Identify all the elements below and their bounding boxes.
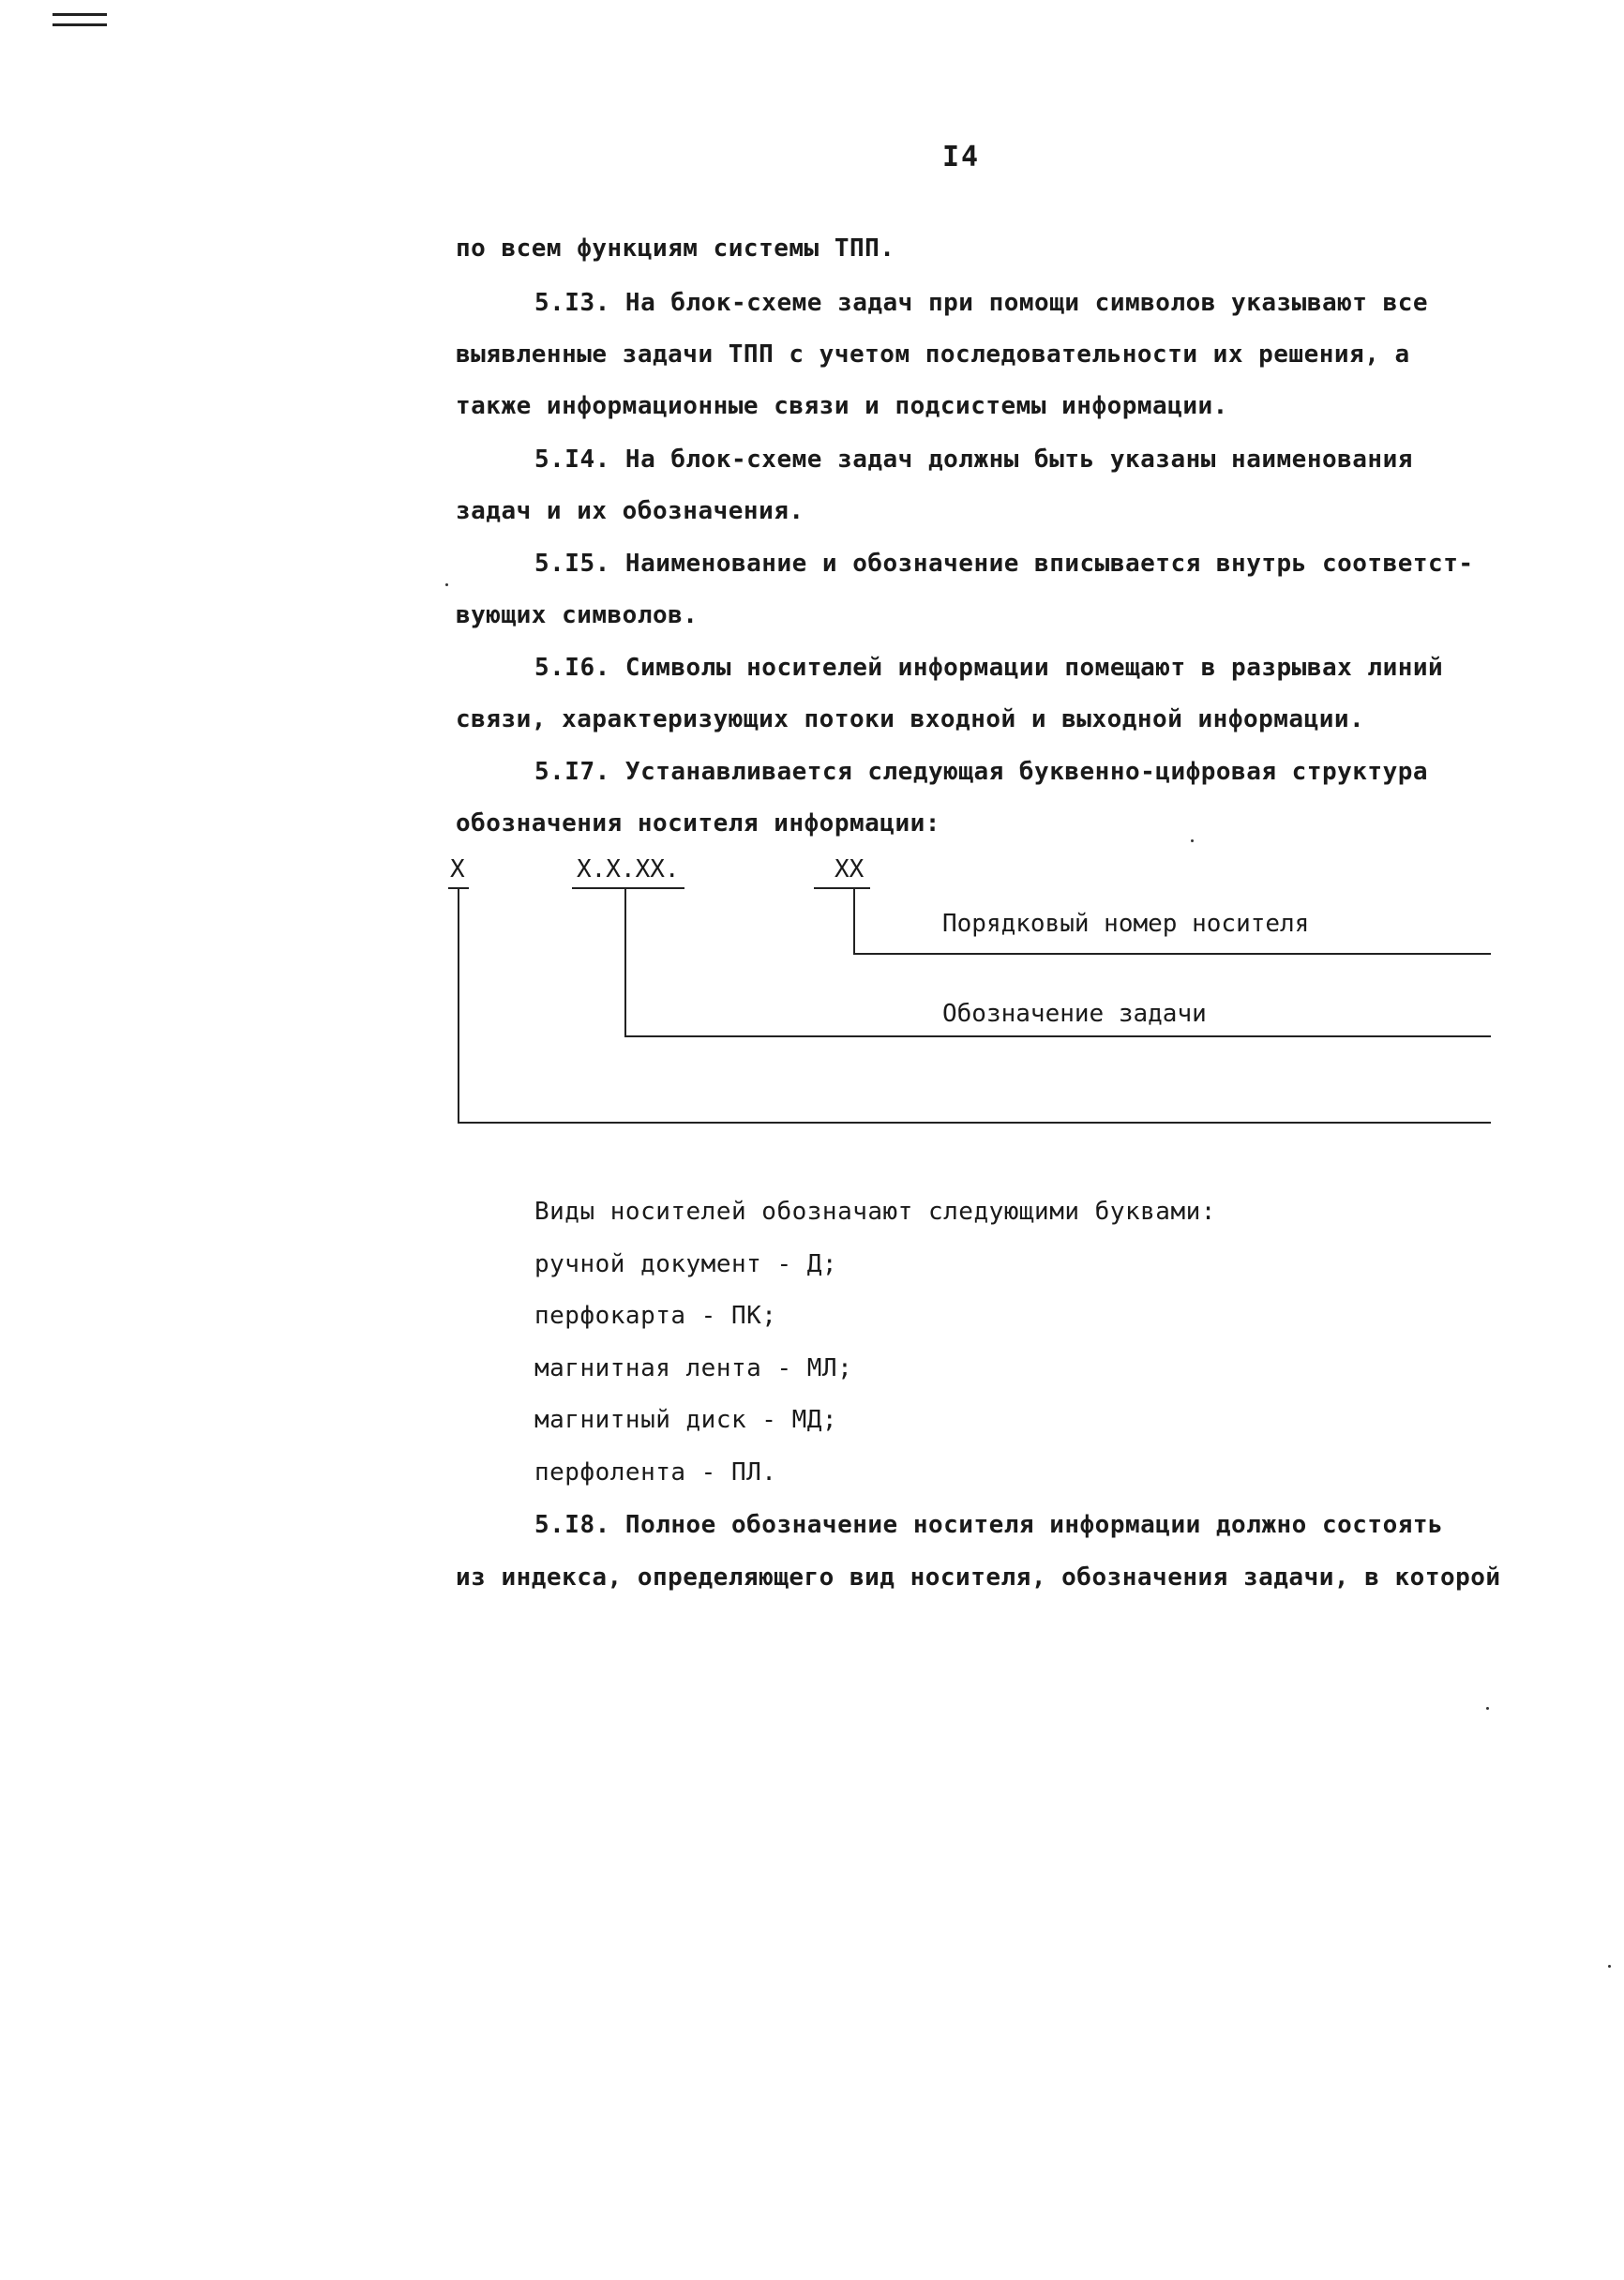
connector-part2 [624, 887, 626, 1035]
carrier-type-item: магнитная лента - МЛ; [534, 1354, 853, 1382]
carrier-types-intro: Виды носителей обозначают следующими буквами: [534, 1198, 1216, 1226]
leader-line-type [458, 1122, 1491, 1124]
label-carrier-number: Порядковый номер носителя [942, 910, 1310, 938]
scan-speck [1191, 839, 1194, 842]
page-number: I4 [942, 141, 981, 174]
carrier-type-item: перфокарта - ПК; [534, 1302, 777, 1330]
text-line: связи, характеризующих потоки входной и выходной информации. [456, 705, 1365, 733]
corner-double-line-mark [53, 13, 107, 26]
text-line: по всем функциям системы ТПП. [456, 234, 895, 263]
connector-part3 [853, 887, 855, 953]
text-line: из индекса, определяющего вид носителя, обозначения задачи, в которой [456, 1563, 1501, 1592]
connector-part1 [458, 887, 459, 1122]
text-line: задач и их обозначения. [456, 497, 804, 525]
scan-speck [445, 583, 448, 586]
scan-speck [1486, 1707, 1489, 1710]
text-line: обозначения носителя информации: [456, 809, 940, 838]
text-line: 5.I6. Символы носителей информации помещают в разрывах линий [534, 654, 1444, 682]
designation-part-number: XX [835, 855, 865, 883]
label-task-designation: Обозначение задачи [942, 1000, 1207, 1028]
scan-speck [1608, 1965, 1611, 1968]
leader-line-task [624, 1035, 1491, 1037]
text-line: 5.I5. Наименование и обозначение вписывается внутрь соответст- [534, 550, 1474, 578]
designation-part-task: X.X.XX. [577, 855, 680, 883]
carrier-type-item: перфолента - ПЛ. [534, 1458, 777, 1487]
text-line: 5.I4. На блок-схеме задач должны быть указаны наименования [534, 445, 1413, 474]
text-line: 5.I3. На блок-схеме задач при помощи символов указывают все [534, 289, 1429, 317]
text-line: 5.I7. Устанавливается следующая буквенно-цифровая структура [534, 758, 1429, 786]
carrier-type-item: ручной документ - Д; [534, 1250, 838, 1278]
text-line: выявленные задачи ТПП с учетом последовательности их решения, а [456, 340, 1410, 369]
leader-line-number [853, 953, 1491, 955]
designation-part-carrier-type: X [450, 855, 465, 883]
text-line: 5.I8. Полное обозначение носителя информации должно состоять [534, 1511, 1444, 1539]
carrier-type-item: магнитный диск - МД; [534, 1406, 838, 1434]
underline-part3 [814, 887, 870, 889]
underline-part2 [572, 887, 684, 889]
designation-structure-diagram [441, 844, 1510, 1144]
text-line: вующих символов. [456, 601, 699, 629]
text-line: также информационные связи и подсистемы информации. [456, 392, 1228, 420]
